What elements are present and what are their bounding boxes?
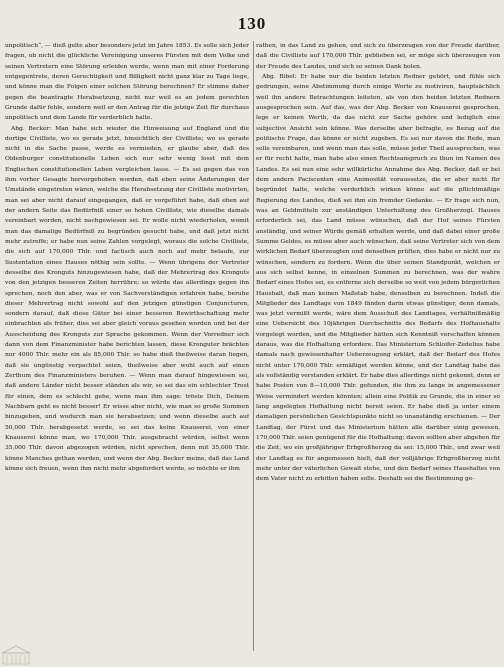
left-paragraph-1: unpolitisch“, — dieß gelte aber besonders jetzt im Jahre 1853. Es solle sich Jeder fragen, ob nicht die glückliche Vereinigung unseres Fürsten mit dem Volke und seinen Vertretern eine Störung erleiden werde, wenn man mit einer Forderung entgegentrete, deren Gerechtigkeit und Billigkeit nicht ganz klar zu Tage liege, und könne man die Folgen einer solchen Störung berechnen? Er stimme daher gegen die beantragte Herabsetzung, nicht nur weil es an jedem gerechten Grunde dafür fehle, sondern weil er den Antrag für die jetzige Zeit für durchaus unpolitisch und dem Lande für verderblich halte. <box>5 42 249 122</box>
column-divider <box>253 41 254 651</box>
right-column <box>256 41 500 653</box>
library-building-stamp-icon <box>2 645 30 665</box>
left-paragraph-2: Abg. Becker: Man habe sich wieder die Hinweisung auf England und die dortige Civilliste, wo es gerade jetzt, hinsichtlich der Civilliste; wo es gerade nicht in die Sache passe, werde es vermieden, er glaube aber, daß des Oldenburger constitutionelle Leben sich nur sehr wenig losst mit dem Englischen constitutionellen Leben vergleichen lasse. — Es sei gegen das von ihm vorher Gesagte hervorgehoben worden, daß eben seine Änderungen der Umstände eingetreten wären, welche die Herabsetzung der Civilliste motivirten, man sei aber nicht darauf eingegangen, daß er vorgeführt habe, daß eben auf der andern Seite das Bedürfniß einer so hohen Civilliste, wie dieselbe damals vereinbart worden, nicht nachgewiesen sei. Er wolle nicht wiederholen, womit man das damalige Bedürfniß zu begründen gesucht habe, und daß jetzt nicht mehr zutreffe; er habe nun seine Zahlen vorgelegt, woraus die solche Civilliste, die sich auf 170,000 Thlr. und factisch auch noch auf mehr belaufe, zur Sustentation eines Hauses nöthig sein sollte. — Wenn übrigens der Vertreter desselbe des Kronguts hinzugewiesen habe, daß der Mehrertrag des Kronguts von den jetzigen besseren Zeiten herrühre; so würde das allerdings gegen ihn sprechen, noch den aber, was er von Sachverständigen erfahren habe, beruhe dieser Mehrertrag nicht sowohl auf den jetzigen günstigen Conjuncturen, sondern darauf, daß diese Güter bei einer besseren Bewirthschaftung mehr einbrachten als früher, dies sei aber gleich voraus gesehen worden und bei der Ausscheidung des Kronguts zur Sprache gekommen. Wenn der Vorredner sich dann von dem Finanzminister habe berichten lassen, diese Kronguter brächten nur 4000 Thlr. mehr ein als 85,000 Thlr. so habe dieß theilweise daran liegen, daß sie ungünstig verpachtet seien, theilweise aber wohl auch auf einen Zerthum des Finanzministers beruhen. — Wenn man darauf hingewiesen sei, daß andere Länder nicht besser ständen als wir, so sei das ein schlechter Trost für einen, dem es schlecht gehe, wenn man ihm sage: tröste Dich, Deinem Nachbarn geht es nicht besser! Er wisse aber nicht, wie man so große Summen hinzugeben, und wodurch man sie herabsetzen; und wenn dieselbe auch auf 50,000 Thlr. herabgesetzt werde, so sei das keine Knauserei, von einer Knauserei könne man, wo 170,000 Thlr. ausgebracht würden, selbst wenn 35,000 Thlr. davon abgezogen würden, nicht sprechen, denn mit 35,000 Thlr. könne Manches gethan werden, und wenn der Abg. Becker meine, daß das Land könne sich freuen, wenn ihm nicht mehr abgefordert werde, so möchte er ihm <box>5 124 249 472</box>
page-number: 130 <box>237 14 267 33</box>
text-columns <box>5 41 499 653</box>
right-paragraph-1: rathen, in das Land zu gehen, und sich zu überzeugen von der Freude darüber, daß die Civilliste auf 170,000 Thlr. geblieben sei, er möge sich überzeugen von der Freude des Landes, und sich so seinen Dank holen. <box>256 42 500 70</box>
right-paragraph-2: Abg. Bibel: Er habe nur die beiden letzten Redner gehört, und fühle sich gedrungen, seine Abstimmung durch einige Worte zu motiviren, hauptsächlich weil ihn andere Betrachtungen leiteten, als von den beiden letzten Rednern ausgesprochen sein. Auf das, was der Abg. Becker von Knauserei gesprochen, lege er keinen Werth, da das nicht zur Sache gehöre und lediglich eine subjective Ansicht sein könne. Was derselbe aber befragte, es Bezug auf die politische Frage, das könne er nicht zugeben. Es sei nur davon die Rede, man solle vereinbaren, und wenn man das solle, müsse jeder Theil aussprechen, was er für recht halte, man habe also einen Rechtsanspruch zu thun im Namen des Landes. Es sei nun eine sehr willkürliche Annahme des Abg. Becker, daß er bei dem andern Paciscenten eine Animosität voraussetze, die er aber nicht für begründet halte, welche verderblich wirken könne auf die pflichtmäßige Regierung des Landes, dieß sei ihm ein fremder Gedanke. — Er frage sich nun, was an Geldmitteln zur anständigen Unterhaltung des Großherzogl. Hauses erforderlich sei, das Land müsse wünschen, daß der Hof seines Fürsten anständig, und seiner Würde gemäß erhalten werde, und daß dabei einer große Summe Geldes, es müsse aber auch wünschen, daß seine Vertreter sich von dem wirklichen Bedarf überzeugten und denselben prüften, dies habe er nicht nur zu wünschen, sondern zu fordern. Wenn die über seinen Standpunkt, welchen er aus sich selbst kenne, in einzelnen Summen zu berechnen, was der wahre Bedarf eines Hofes sei, es entferne sich derselbe so weit von jedem bürgerlichen Haushalt, daß man keinen Maßstab habe, denselben zu berechnen. Indeß die Mitglieder des Landtags von 1849 fänden darin etwas günstiger, denn damals, was jetzt vermißt werde, wäre dem Ausschuß des Landtages, verhältnißmäßig eine Uebersicht des 10jährigen Durchschnitts des Bedarfs des Hofhaushalts vorgelegt worden, und die Mitglieder hätten sich Kenntniß verschaffen können daraus, was die Hofhaltung erfordere. Das Ministerium Schloifer-Zedelius habe damals nach gewissenhafter Ueberzeugung erklärt, daß der Bedarf des Hofes nicht unter 170,000 Thlr. ermäßiget werden könne, und der Landtag habe das als vollständig verstanden erklärt. Er habe dies allerdings nicht gekonnt, denn er habe Posten von 8—10,000 Thlr. gefunden, die ihm zu lange in angemessener Weise vermindert werden könnten; allein eine Politik zu Grunde, die in einer so lang angelegten Hofhaltung nicht bereit seien. Er habe dieß ja unter einem damaligen persönlichen Gesichtspunkte nicht so unanständig erschienen. — Der Landtag, der Fürst und das Ministerium hätten alle darüber einig gewesen, 170,000 Thlr. seien genügend für die Hofhaltung; davon sollten aber abgehen für die Zeit, wo ein großjähriger Erbgroßherzog da sei: 15,000 Thlr., und zwar weil der Landtag es für angemessen hielt, daß der volljährige Erbgroßherzog nicht mehr unter der väterlichen Gewalt stehe, und den Bedarf seines Haushaltes von dem Vater nicht zu erbitten haben solle. Deshalb sei die Bestimmung ge- <box>256 72 500 483</box>
left-column <box>5 41 249 653</box>
